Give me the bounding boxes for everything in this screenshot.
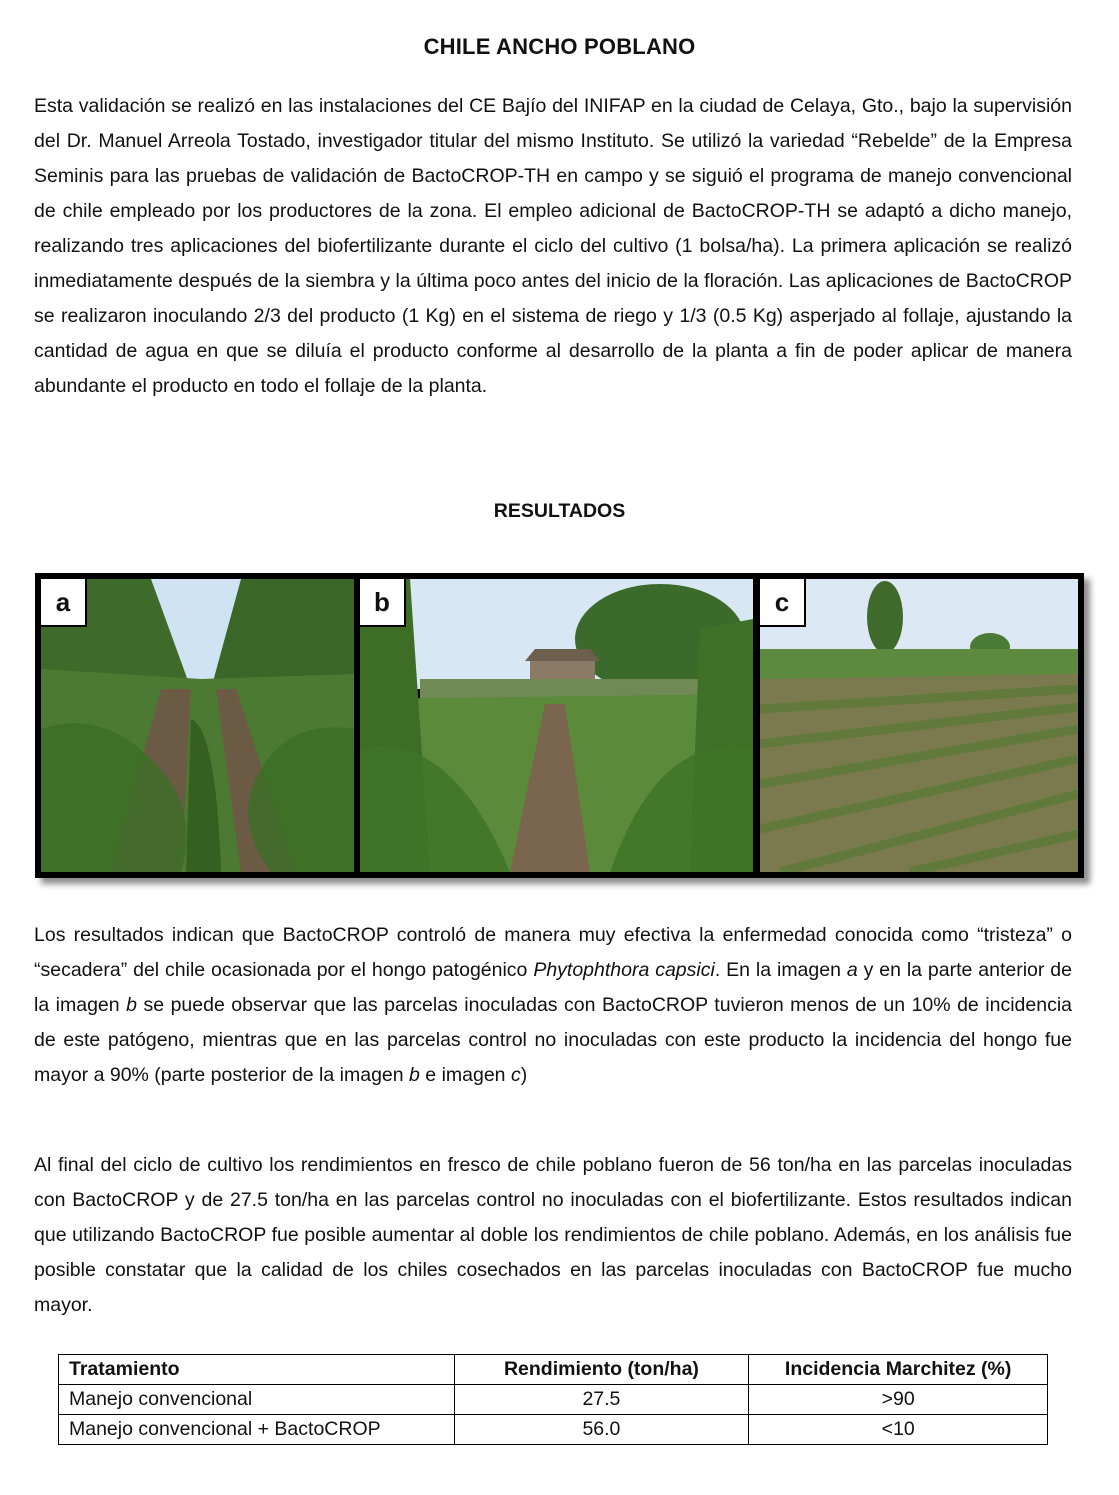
table-row [59, 1385, 1048, 1415]
results-heading: RESULTADOS [493, 500, 626, 522]
intro-paragraph: Esta validación se realizó en las instalaciones del CE Bajío del INIFAP en la ciudad de Celaya, Gto., bajo la supervisión del Dr. Manuel Arreola Tostado, investigador titular del mismo Instituto. Se utilizó la variedad “Rebelde” de la Empresa Seminis para las pruebas de validación de BactoCROP-TH en campo y se siguió el programa de manejo convencional de chile empleado por los productores de la zona. El empleo adicional de BactoCROP-TH se adaptó a dicho manejo, realizando tres aplicaciones del biofertilizante durante el ciclo del cultivo (1 bolsa/ha). La primera aplicación se realizó inmediatamente después de la siembra y la última poco antes del inicio de la floración. Las aplicaciones de BactoCROP se realizaron inoculando 2/3 del producto (1 Kg) en el sistema de riego y 1/3 (0.5 Kg) asperjado al follaje, ajustando la cantidad de agua en que se diluía el producto conforme al desarrollo de la planta a fin de poder aplicar de manera abundante el producto en todo el follaje de la planta. [34, 95, 1072, 397]
results-table [58, 1354, 1048, 1445]
table-header-row [59, 1355, 1048, 1385]
photo-b-label: b [360, 579, 406, 627]
photo-a [41, 579, 354, 872]
table-cell: >90 [749, 1385, 1048, 1415]
table-header: Incidencia Marchitez (%) [749, 1355, 1048, 1385]
table-cell: <10 [749, 1415, 1048, 1445]
table-cell: Manejo convencional [59, 1385, 455, 1415]
photo-panel [35, 573, 1084, 878]
photo-c-label: c [760, 579, 806, 627]
results-paragraph-1: Los resultados indican que BactoCROP controló de manera muy efectiva la enfermedad conocida como “tristeza” o “secadera” del chile ocasionada por el hongo patogénico Phytophthora capsici. En la imagen a y en la parte anterior de la imagen b se puede observar que las parcelas inoculadas con BactoCROP tuvieron menos de un 10% de incidencia de este patógeno, mientras que en las parcelas control no inoculadas con este producto la incidencia del hongo fue mayor a 90% (parte posterior de la imagen b e imagen c) [34, 924, 1072, 1086]
table-cell: Manejo convencional + BactoCROP [59, 1415, 455, 1445]
photo-a-label: a [41, 579, 87, 627]
photo-b [360, 579, 753, 872]
table-cell: 56.0 [454, 1415, 749, 1445]
table-header: Tratamiento [59, 1355, 455, 1385]
table-header: Rendimiento (ton/ha) [454, 1355, 749, 1385]
photo-c [760, 579, 1078, 872]
table-row [59, 1415, 1048, 1445]
results-paragraph-2: Al final del ciclo de cultivo los rendimientos en fresco de chile poblano fueron de 56 ton/ha en las parcelas inoculadas con BactoCROP y de 27.5 ton/ha en las parcelas control no inoculadas con el biofertilizante. Estos resultados indican que utilizando BactoCROP fue posible aumentar al doble los rendimientos de chile poblano. Además, en los análisis fue posible constatar que la calidad de los chiles cosechados en las parcelas inoculadas con BactoCROP fue mucho mayor. [34, 1154, 1072, 1316]
page-title: CHILE ANCHO POBLANO [423, 34, 696, 59]
table-cell: 27.5 [454, 1385, 749, 1415]
